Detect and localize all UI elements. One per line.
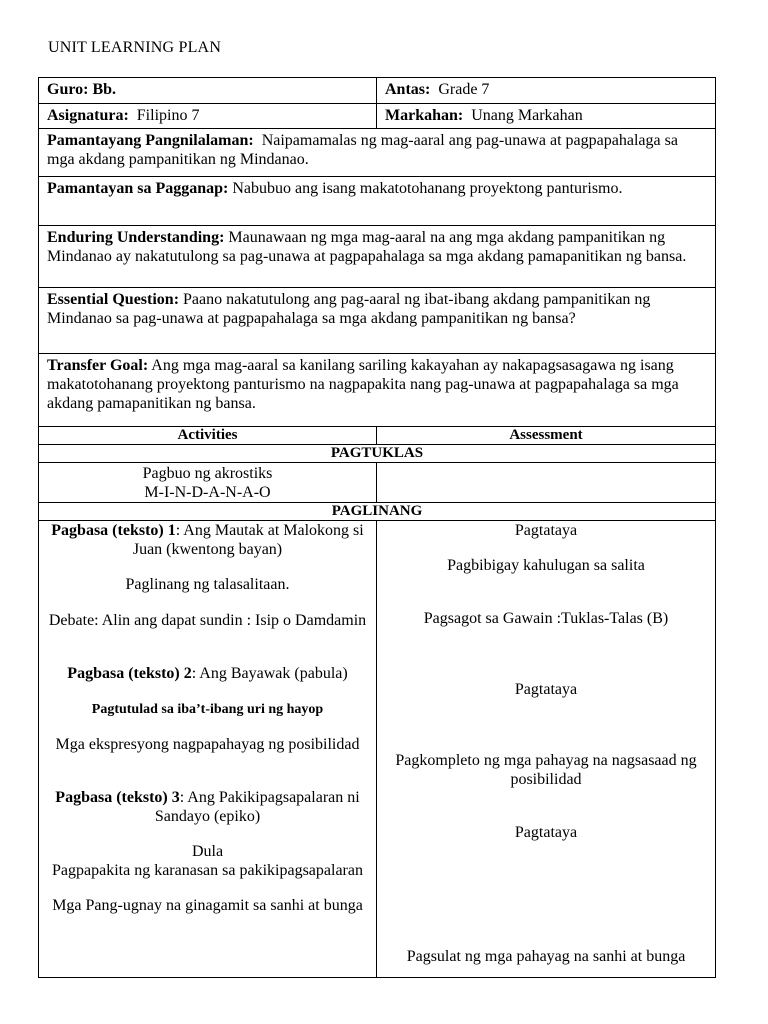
performance-standard [39, 177, 716, 226]
statement-row [39, 226, 716, 288]
content-standard-label: Pamantayang Pangnilalaman: [47, 132, 254, 149]
enduring-understanding-text: Maunawaan ng mga mag-aaral na ang mga akdang pampanitikan ng Mindanao ay nakatutulong sa pag-unawa at pagpapahalaga sa mga akdang pamapanitikan ng bansa. [47, 229, 687, 265]
essential-question [39, 288, 716, 354]
assessment-kahulugan: Pagbibigay kahulugan sa salita [447, 557, 645, 574]
pagtuklas-assessment [377, 463, 716, 503]
pagtuklas-heading: PAGTUKLAS [39, 445, 716, 463]
content-standard-text: Naipamamalas ng mag-aaral ang pag-unawa at pagpapahalaga sa mga akdang pampanitikan ng Mindanao. [47, 132, 678, 168]
transfer-goal-label: Transfer Goal: [47, 357, 149, 374]
paglinang-row [39, 521, 716, 978]
markahan-value: Unang Markahan [471, 107, 583, 124]
transfer-goal-text: Ang mga mag-aaral sa kanilang sariling kakayahan ay nakapagsasagawa ng isang makatotohanang proyektong panturismo na nagpapakita nang pag-unawa at pagpapahalaga sa mga akdang pamapanitikan ng bansa. [47, 357, 679, 412]
activities-header: Activities [39, 427, 377, 445]
enduring-understanding [39, 226, 716, 288]
statement-row [39, 354, 716, 427]
activity-pagtutulad: Pagtutulad sa iba’t-ibang uri ng hayop [91, 702, 324, 717]
antas-label: Antas: [385, 81, 431, 98]
assessment-pagtataya-3: Pagtataya [514, 824, 578, 841]
performance-standard-label: Pamantayan sa Pagganap: [47, 180, 229, 197]
section-row [39, 503, 716, 521]
essential-question-label: Essential Question: [47, 291, 180, 308]
asignatura-value: Filipino 7 [136, 107, 200, 124]
content-standard [39, 129, 716, 177]
text-2-title: : Ang Bayawak (pabula) [191, 665, 348, 682]
guro-label: Guro: Bb. [47, 81, 117, 98]
info-row-2 [39, 104, 716, 129]
paglinang-heading: PAGLINANG [39, 503, 716, 521]
text-2 [45, 664, 370, 683]
activity-talasalitaan: Paglinang ng talasalitaan. [125, 576, 290, 593]
asignatura-cell [39, 104, 377, 129]
enduring-understanding-label: Enduring Understanding: [47, 229, 225, 246]
akrostiks-line: Pagbuo ng akrostiks [142, 465, 273, 482]
guro-cell [39, 78, 377, 104]
pagtuklas-activity [39, 463, 377, 503]
paglinang-assessments [377, 521, 716, 978]
text-2-label: Pagbasa (teksto) 2 [67, 665, 192, 682]
activity-karanasan: Pagpapakita ng karanasan sa pakikipagsapalaran [52, 862, 363, 879]
performance-standard-text: Nabubuo ang isang makatotohanang proyektong panturismo. [232, 180, 623, 197]
text-1-label: Pagbasa (teksto) 1 [51, 522, 176, 539]
markahan-label: Markahan: [385, 107, 464, 124]
column-header-row [39, 427, 716, 445]
assessment-header: Assessment [377, 427, 716, 445]
statement-row [39, 129, 716, 177]
info-row-1 [39, 78, 716, 104]
text-1 [45, 521, 370, 559]
statement-row [39, 288, 716, 354]
text-3-title: : Ang Pakikipagsapalaran ni Sandayo (epiko) [154, 789, 360, 825]
essential-question-text: Paano nakatutulong ang pag-aaral ng ibat-ibang akdang pampanitikan ng Mindanao sa pag-unawa at pagpapahalaga sa mga akdang pampanitikan ng bansa? [47, 291, 651, 327]
antas-value: Grade 7 [438, 81, 490, 98]
assessment-sanhi-bunga: Pagsulat ng mga pahayag na sanhi at bunga [406, 948, 686, 965]
activity-debate: Debate: Alin ang dapat sundin : Isip o Damdamin [48, 612, 367, 629]
section-row [39, 445, 716, 463]
assessment-pagtataya-1: Pagtataya [514, 522, 578, 539]
document-title: UNIT LEARNING PLAN [48, 39, 222, 56]
unit-plan-table [38, 77, 716, 978]
statement-row [39, 177, 716, 226]
activity-dula: Dula [191, 843, 224, 860]
pagtuklas-row [39, 463, 716, 503]
text-3 [45, 788, 370, 826]
mindanao-line: M-I-N-D-A-N-A-O [144, 484, 271, 501]
assessment-tuklas-talas: Pagsagot sa Gawain :Tuklas-Talas (B) [423, 610, 669, 627]
assessment-posibilidad: Pagkompleto ng mga pahayag na nagsasaad ng posibilidad [395, 752, 697, 788]
text-1-title: : Ang Mautak at Malokong si Juan (kwentong bayan) [132, 522, 364, 558]
activity-ekspresyon: Mga ekspresyong nagpapahayag ng posibilidad [55, 736, 360, 753]
paglinang-activities [39, 521, 377, 978]
antas-cell [377, 78, 716, 104]
markahan-cell [377, 104, 716, 129]
asignatura-label: Asignatura: [47, 107, 129, 124]
text-3-label: Pagbasa (teksto) 3 [55, 789, 180, 806]
assessment-pagtataya-2: Pagtataya [514, 681, 578, 698]
activity-pang-ugnay: Mga Pang-ugnay na ginagamit sa sanhi at bunga [52, 897, 363, 914]
transfer-goal [39, 354, 716, 427]
